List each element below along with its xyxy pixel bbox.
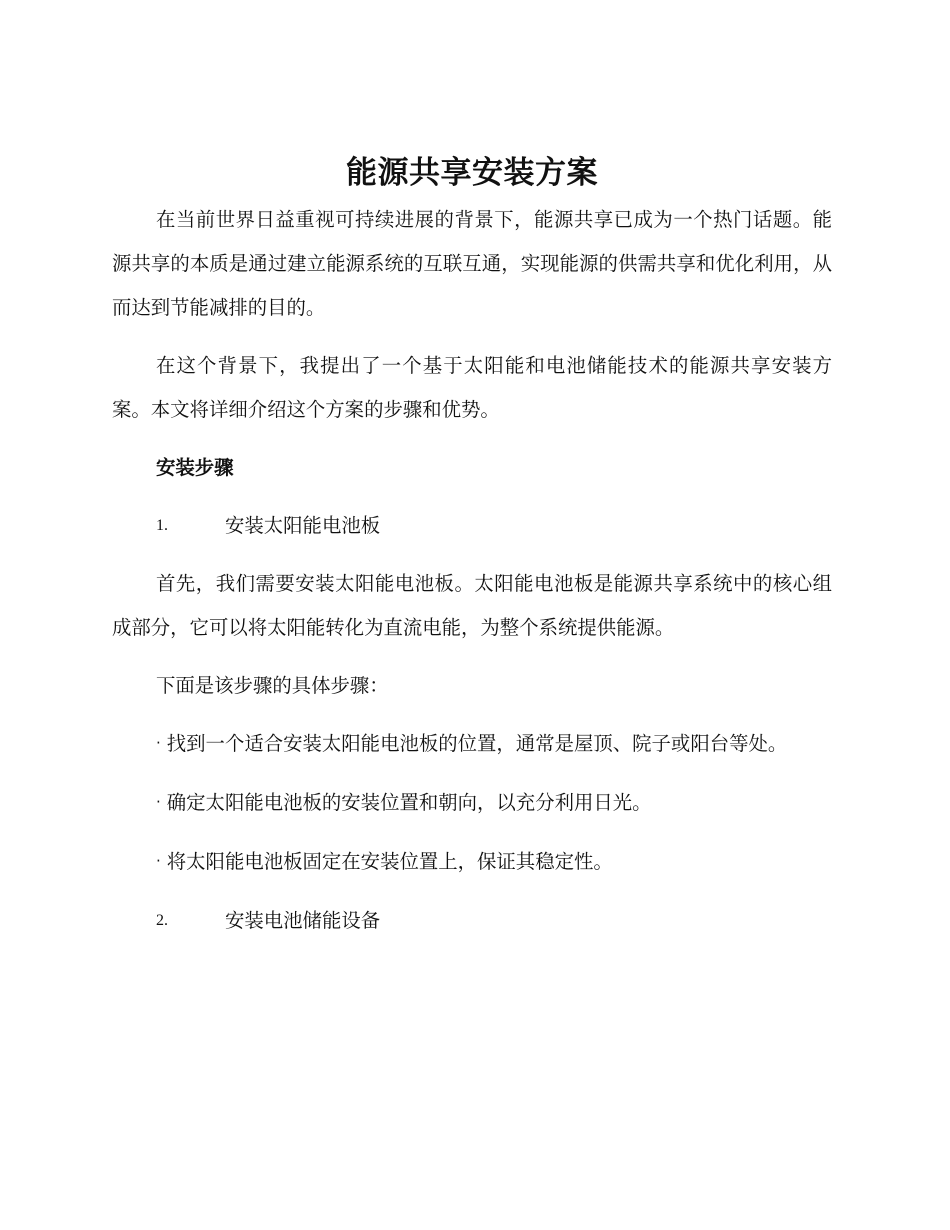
bullet-icon: · [156, 793, 161, 811]
step-number: 1. [156, 517, 168, 534]
step-item [112, 899, 832, 943]
step-number: 2. [156, 912, 168, 929]
document-page [112, 148, 832, 957]
body-paragraph: 下面是该步骤的具体步骤： [156, 674, 389, 697]
bullet-text: 将太阳能电池板固定在安装位置上，保证其稳定性。 [166, 850, 613, 873]
bullet-text: 确定太阳能电池板的安装位置和朝向，以充分利用日光。 [166, 791, 652, 814]
bullet-icon: · [156, 734, 161, 752]
body-paragraph: 首先，我们需要安装太阳能电池板。太阳能电池板是能源共享系统中的核心组成部分，它可以将太阳能转化为直流电能，为整个系统提供能源。 [112, 572, 832, 639]
bullet-item [112, 840, 832, 885]
document-title: 能源共享安装方案 [346, 155, 598, 191]
bullet-item [112, 722, 832, 767]
intro-paragraph: 在这个背景下，我提出了一个基于太阳能和电池储能技术的能源共享安装方案。本文将详细介绍这个方案的步骤和优势。 [112, 354, 832, 421]
bullet-text: 找到一个适合安装太阳能电池板的位置，通常是屋顶、院子或阳台等处。 [166, 732, 788, 755]
step-label: 安装电池储能设备 [225, 909, 381, 932]
bullet-icon: · [156, 852, 161, 870]
section-heading: 安装步骤 [156, 456, 234, 479]
bullet-item [112, 781, 832, 826]
intro-paragraph: 在当前世界日益重视可持续进展的背景下，能源共享已成为一个热门话题。能源共享的本质是通过建立能源系统的互联互通，实现能源的供需共享和优化利用，从而达到节能减排的目的。 [112, 208, 832, 319]
step-item [112, 504, 832, 548]
step-label: 安装太阳能电池板 [225, 514, 381, 537]
